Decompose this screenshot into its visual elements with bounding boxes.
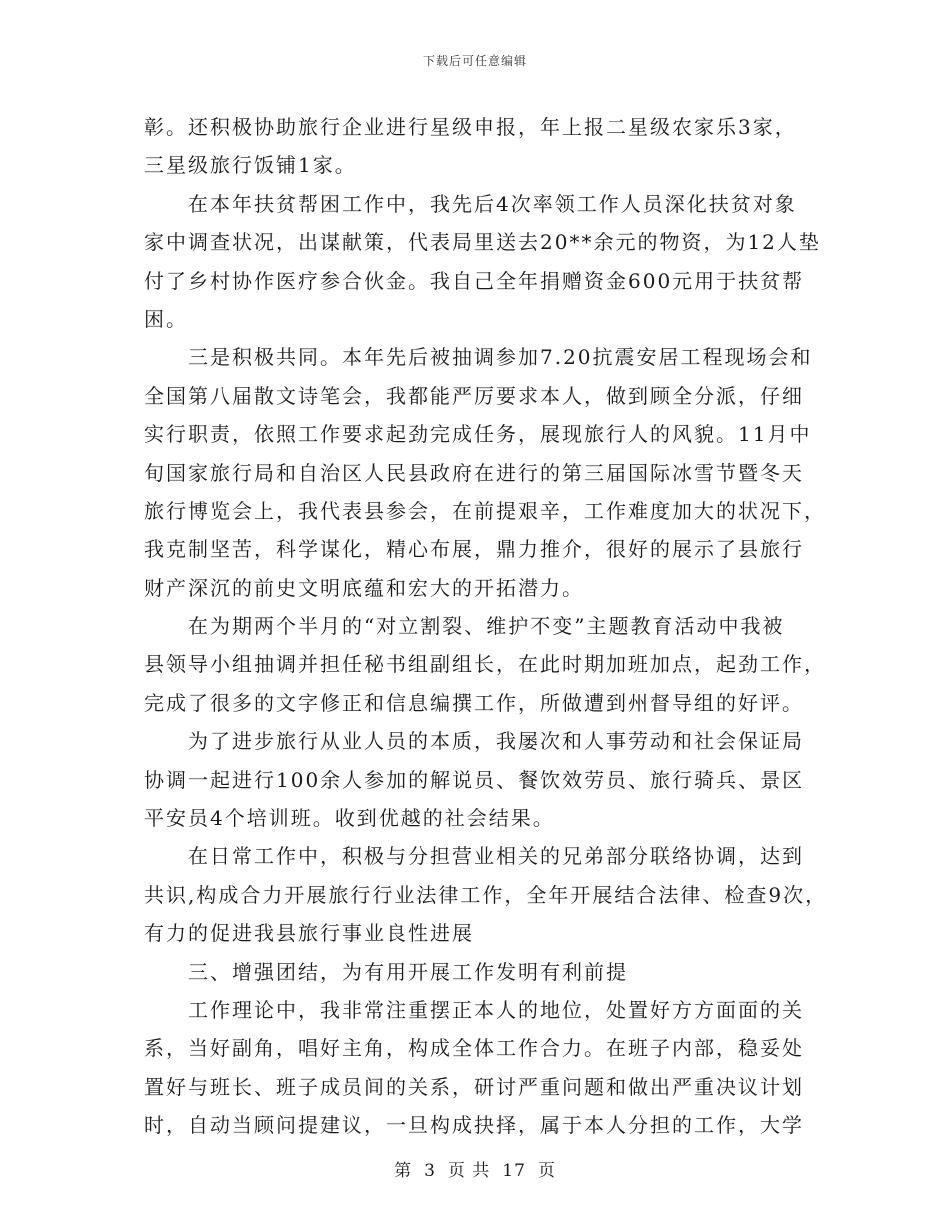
text-line: 完成了很多的文字修正和信息编撰工作，所做遭到州督导组的好评。 [144, 690, 804, 715]
paragraph-start-line: 为了进步旅行从业人员的本质，我屡次和人事劳动和社会保证局 [188, 729, 804, 754]
text-line: 财产深沉的前史文明底蕴和宏大的开拓潜力。 [144, 575, 584, 600]
section-heading: 三、增强团结，为有用开展工作发明有利前提 [188, 959, 628, 984]
page-footer [0, 1156, 950, 1181]
text-line: 旬国家旅行局和自治区人民县政府在进行的第三届国际冰雪节暨冬天 [144, 460, 804, 485]
footer-prefix: 第 [394, 1161, 413, 1181]
text-line: 协调一起进行100余人参加的解说员、餐饮效劳员、旅行骑兵、景区 [144, 767, 805, 792]
paragraph-start-line: 在本年扶贫帮困工作中，我先后4次率领工作人员深化扶贫对象 [188, 191, 797, 216]
total-page-count: 17 [502, 1161, 526, 1181]
text-line: 困。 [144, 306, 188, 331]
text-line: 彰。还积极协助旅行企业进行星级申报，年上报二星级农家乐3家， [144, 115, 797, 139]
text-line: 时，自动当顾问提建议，一旦构成抉择，属于本人分担的工作，大学 [144, 1113, 804, 1138]
text-line: 三星级旅行饭铺1家。 [144, 153, 357, 178]
text-line: 平安员4个培训班。收到优越的社会结果。 [144, 806, 555, 831]
current-page-number: 3 [424, 1161, 436, 1181]
paragraph-start-line: 在为期两个半月的“对立割裂、维护不变”主题教育活动中我被 [188, 614, 785, 639]
text-line: 置好与班长、班子成员间的关系，研讨严重问题和做出严重决议计划 [144, 1074, 804, 1099]
text-line: 全国第八届散文诗笔会，我都能严厉要求本人，做到顾全分派，仔细 [144, 383, 804, 408]
footer-suffix: 页 [537, 1161, 556, 1181]
text-line: 共识,构成合力开展旅行行业法律工作，全年开展结合法律、检查9次， [144, 882, 828, 907]
text-line: 我克制坚苦，科学谋化，精心布展，鼎力推介，很好的展示了县旅行 [144, 537, 804, 562]
page-header: 下载后可任意编辑 [422, 54, 527, 68]
text-line: 实行职责，依照工作要求起劲完成任务，展现旅行人的风貌。11月中 [144, 422, 812, 447]
document-body [144, 108, 828, 1145]
text-line: 有力的促进我县旅行事业良性进展 [144, 921, 474, 946]
text-line: 付了乡村协作医疗参合伙金。我自己全年捐赠资金600元用于扶贫帮 [144, 268, 805, 293]
footer-middle: 页 共 [447, 1161, 491, 1181]
paragraph-start-line: 在日常工作中，积极与分担营业相关的兄弟部分联络协调，达到 [188, 844, 804, 869]
text-line: 旅行博览会上，我代表县参会，在前提艰辛，工作难度加大的状况下， [144, 498, 826, 523]
text-line: 系，当好副角，唱好主角，构成全体工作合力。在班子内部，稳妥处 [144, 1036, 804, 1061]
paragraph-start-line: 工作理论中，我非常注重摆正本人的地位，处置好方方面面的关 [188, 997, 804, 1022]
text-line: 家中调查状况，出谋献策，代表局里送去20**余元的物资，为12人垫 [144, 230, 821, 255]
paragraph-start-line: 三是积极共同。本年先后被抽调参加7.20抗震安居工程现场会和 [188, 345, 813, 370]
text-line: 县领导小组抽调并担任秘书组副组长，在此时期加班加点，起劲工作， [144, 652, 826, 677]
